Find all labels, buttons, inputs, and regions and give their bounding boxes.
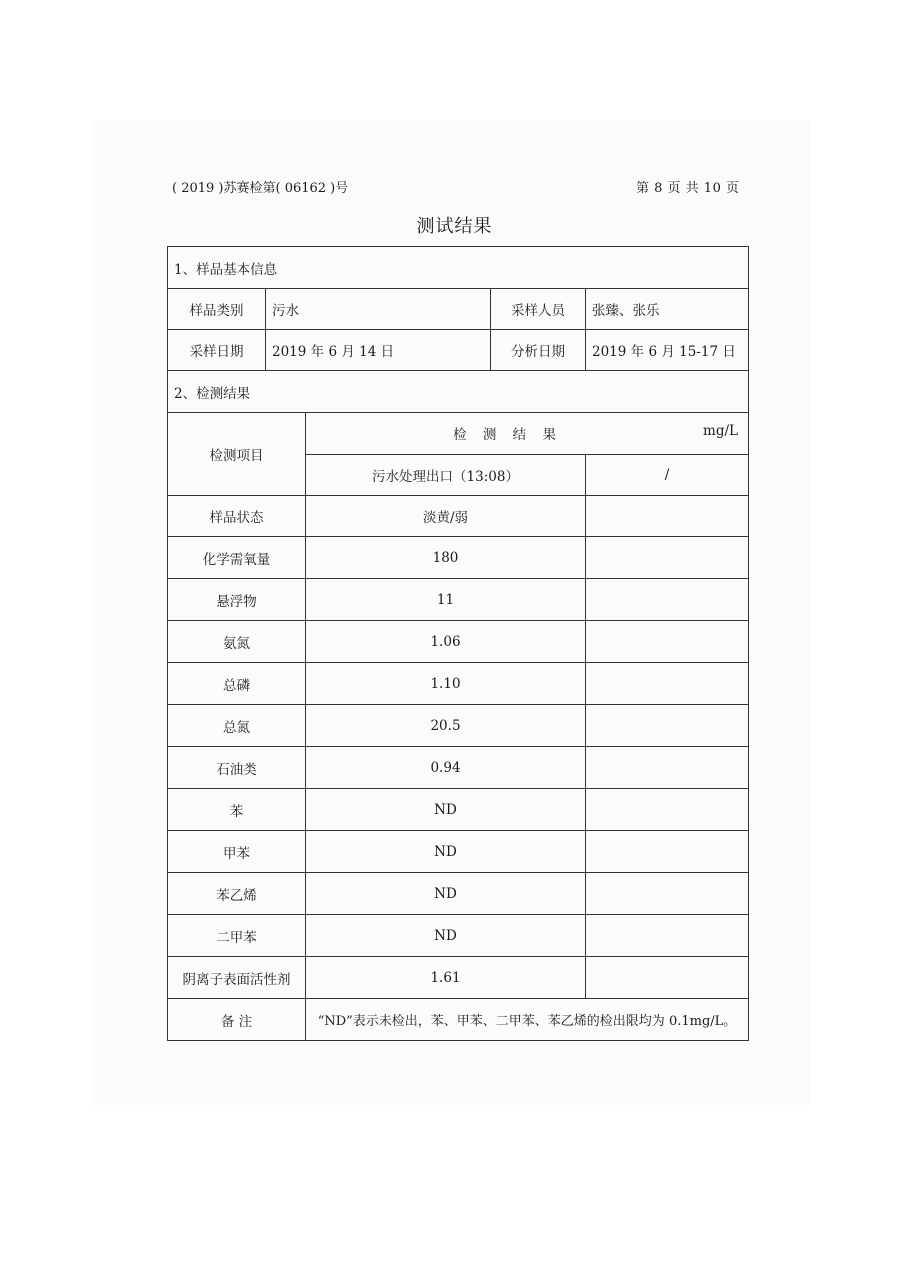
analysis-date-value: 2019 年 6 月 15-17 日 (586, 330, 749, 371)
row-value: 1.06 (306, 621, 586, 663)
row-item: 化学需氧量 (168, 537, 306, 579)
state-value: 淡黄/弱 (306, 496, 586, 537)
row-item: 总磷 (168, 663, 306, 705)
unit-label: mg/L (703, 423, 738, 440)
row-value: 11 (306, 579, 586, 621)
row-value: 1.61 (306, 957, 586, 999)
row-item: 甲苯 (168, 831, 306, 873)
section-title-basic-info: 1、样品基本信息 (168, 247, 749, 289)
row-item: 阴离子表面活性剂 (168, 957, 306, 999)
item-header: 检测项目 (168, 413, 306, 496)
empty-cell (586, 663, 749, 705)
row-item: 氨氮 (168, 621, 306, 663)
row-value: ND (306, 789, 586, 831)
empty-cell (586, 915, 749, 957)
empty-cell (586, 705, 749, 747)
page-info: 第 8 页 共 10 页 (636, 181, 740, 196)
sampling-date-value: 2019 年 6 月 14 日 (266, 330, 491, 371)
empty-cell (586, 496, 749, 537)
row-value: ND (306, 873, 586, 915)
state-label: 样品状态 (168, 496, 306, 537)
row-item: 苯 (168, 789, 306, 831)
row-item: 总氮 (168, 705, 306, 747)
sampler-value: 张臻、张乐 (586, 289, 749, 330)
empty-cell (586, 789, 749, 831)
row-value: 180 (306, 537, 586, 579)
location-header-2: / (586, 454, 749, 496)
row-value: ND (306, 915, 586, 957)
result-header: 检 测 结 果 (453, 427, 562, 444)
empty-cell (586, 873, 749, 915)
sample-type-value: 污水 (266, 289, 491, 330)
empty-cell (586, 957, 749, 999)
report-number: ( 2019 )苏赛检第( 06162 )号 (172, 181, 349, 196)
row-value: 0.94 (306, 747, 586, 789)
sampling-date-label: 采样日期 (168, 330, 266, 371)
empty-cell (586, 747, 749, 789)
sampler-label: 采样人员 (491, 289, 586, 330)
analysis-date-label: 分析日期 (491, 330, 586, 371)
empty-cell (586, 621, 749, 663)
row-value: 1.10 (306, 663, 586, 705)
sample-type-label: 样品类别 (168, 289, 266, 330)
page-title: 测试结果 (416, 216, 493, 237)
row-item: 苯乙烯 (168, 873, 306, 915)
note-text: “ND”表示未检出，苯、甲苯、二甲苯、苯乙烯的检出限均为 0.1mg/L。 (306, 999, 749, 1041)
section-title-results: 2、检测结果 (168, 371, 749, 413)
result-header-cell (306, 413, 749, 455)
row-value: 20.5 (306, 705, 586, 747)
results-table (167, 246, 749, 1041)
row-value: ND (306, 831, 586, 873)
location-header: 污水处理出口（13:08） (306, 454, 586, 496)
row-item: 石油类 (168, 747, 306, 789)
row-item: 悬浮物 (168, 579, 306, 621)
note-label: 备 注 (168, 999, 306, 1041)
empty-cell (586, 831, 749, 873)
empty-cell (586, 579, 749, 621)
row-item: 二甲苯 (168, 915, 306, 957)
empty-cell (586, 537, 749, 579)
